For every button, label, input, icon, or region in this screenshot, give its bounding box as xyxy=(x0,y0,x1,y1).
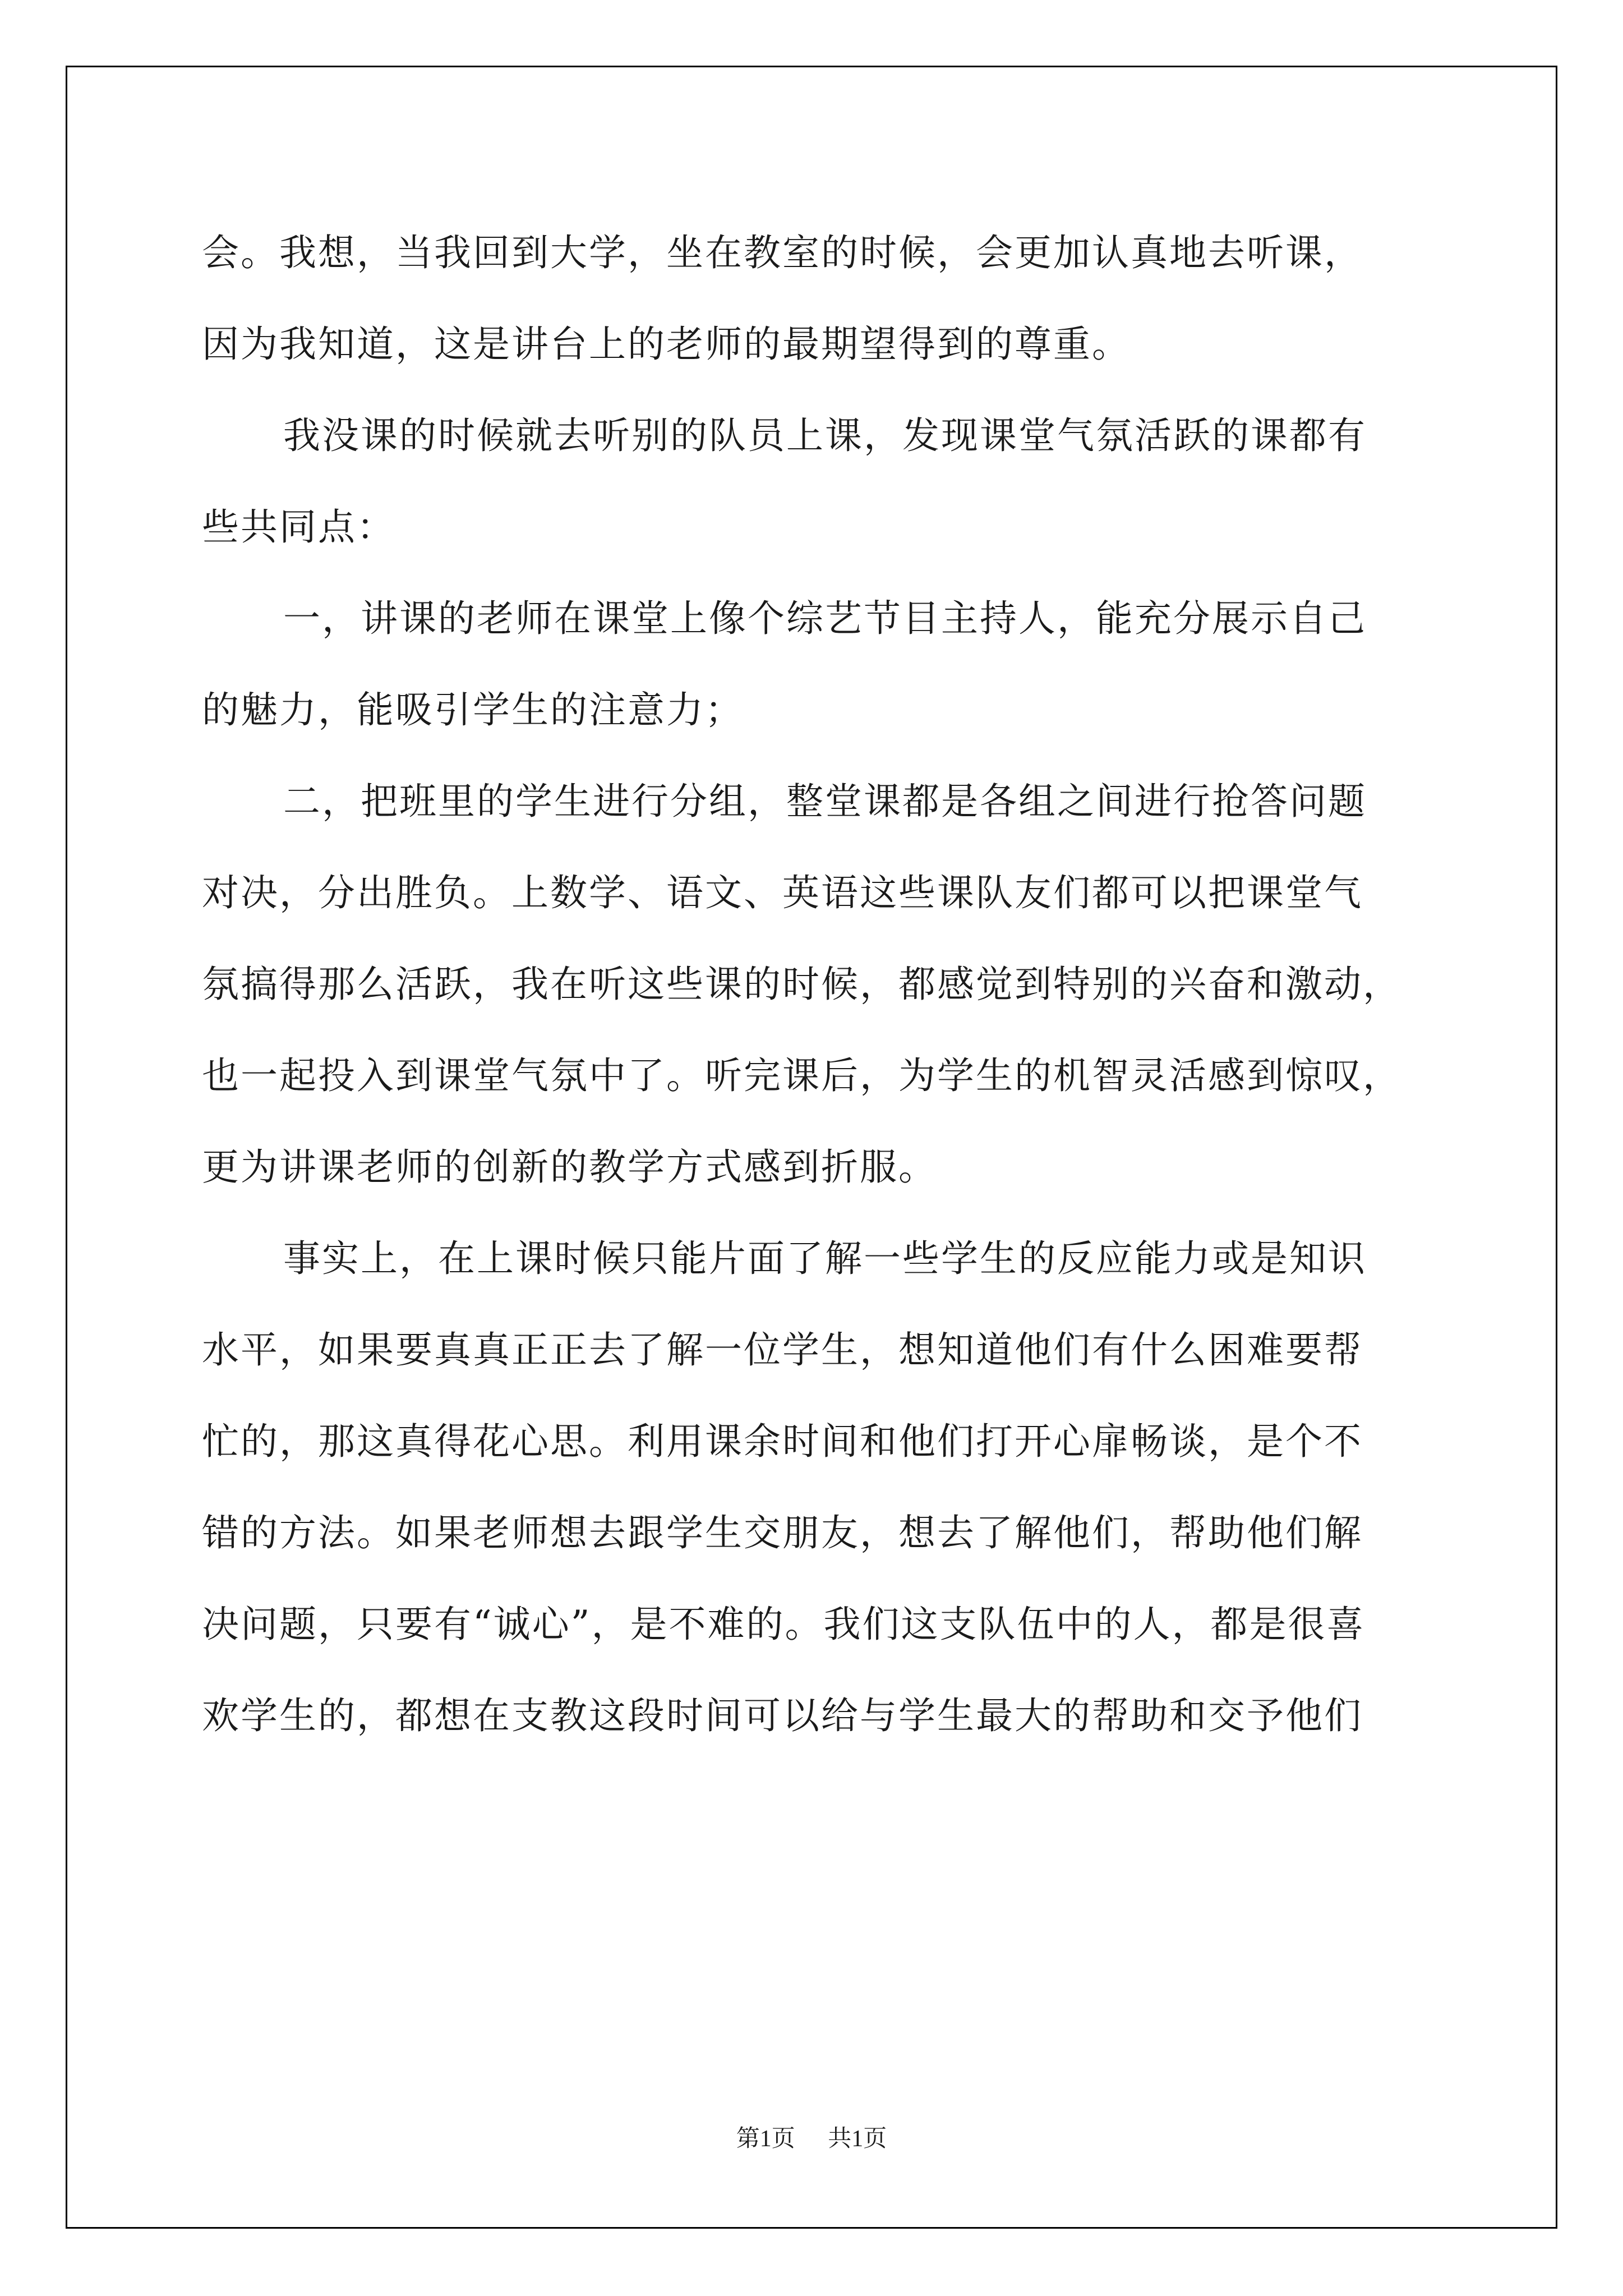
text-line: 因为我知道，这是讲台上的老师的最期望得到的尊重。 xyxy=(202,323,1131,366)
text-line: 欢学生的，都想在支教这段时间可以给与学生最大的帮助和交予他们 xyxy=(202,1694,1363,1737)
text-line: 决问题，只要有“诚心”，是不难的。我们这支队伍中的人，都是很喜 xyxy=(202,1603,1366,1646)
text-line: 些共同点： xyxy=(202,505,395,549)
text-line: 也一起投入到课堂气氛中了。听完课后，为学生的机智灵活感到惊叹， xyxy=(202,1054,1401,1097)
text-line: 水平，如果要真真正正去了解一位学生，想知道他们有什么困难要帮 xyxy=(202,1328,1363,1372)
text-line: 事实上，在上课时候只能片面了解一些学生的反应能力或是知识 xyxy=(283,1237,1367,1280)
text-line: 忙的，那这真得花心思。利用课余时间和他们打开心扉畅谈，是个不 xyxy=(202,1420,1363,1463)
text-line: 对决，分出胜负。上数学、语文、英语这些课队友们都可以把课堂气 xyxy=(202,871,1363,914)
page-footer xyxy=(0,2125,1623,2153)
text-line: 一，讲课的老师在课堂上像个综艺节目主持人，能充分展示自己 xyxy=(283,597,1367,640)
page-number: 第1页 xyxy=(736,2126,795,2152)
text-line: 更为讲课老师的创新的教学方式感到折服。 xyxy=(202,1145,937,1189)
text-line: 的魅力，能吸引学生的注意力； xyxy=(202,688,744,731)
text-line: 错的方法。如果老师想去跟学生交朋友，想去了解他们，帮助他们解 xyxy=(202,1511,1363,1554)
text-line: 二，把班里的学生进行分组，整堂课都是各组之间进行抢答问题 xyxy=(283,780,1367,823)
document-body xyxy=(202,207,1436,1761)
page-total: 共1页 xyxy=(828,2126,887,2152)
text-line: 会。我想，当我回到大学，坐在教室的时候，会更加认真地去听课， xyxy=(202,231,1363,274)
text-line: 我没课的时候就去听别的队员上课，发现课堂气氛活跃的课都有 xyxy=(283,414,1367,457)
text-line: 氛搞得那么活跃，我在听这些课的时候，都感觉到特别的兴奋和激动， xyxy=(202,963,1401,1006)
